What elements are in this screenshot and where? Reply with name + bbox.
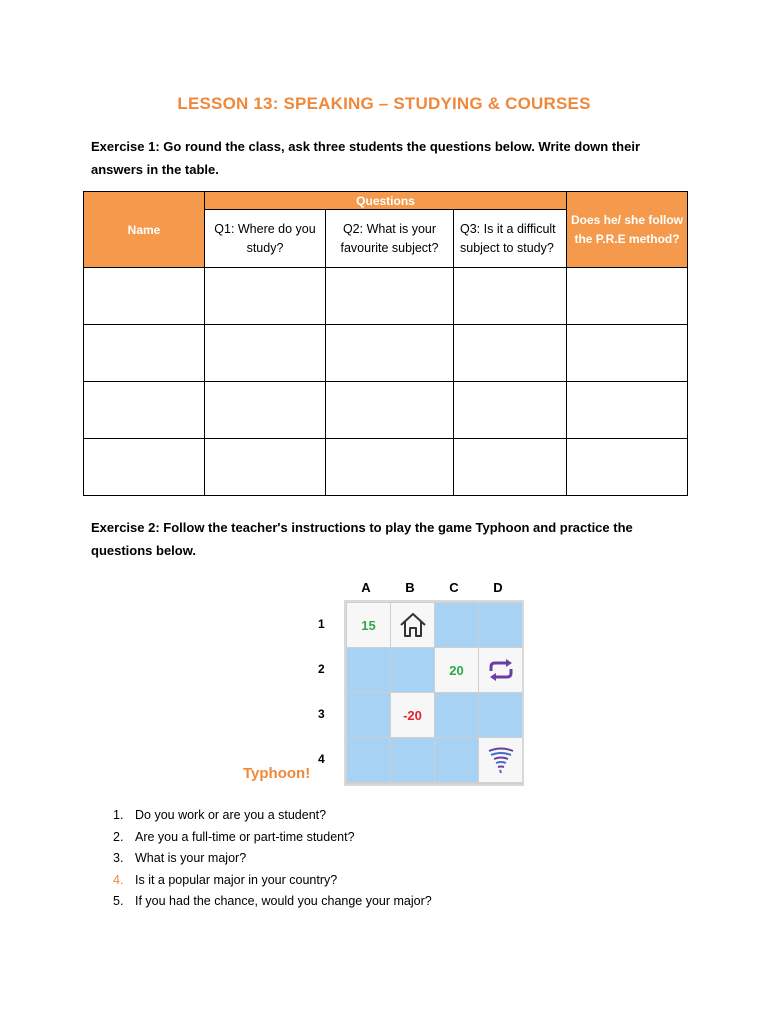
page-title: LESSON 13: SPEAKING – STUDYING & COURSES: [177, 94, 591, 113]
typhoon-game-board: [300, 572, 530, 787]
answer-cell[interactable]: [84, 439, 205, 496]
swap-arrows-icon: [486, 658, 516, 682]
tile-a1[interactable]: 15: [347, 603, 390, 647]
answer-cell[interactable]: [326, 268, 454, 325]
column-label: D: [493, 580, 503, 595]
question-text: If you had the chance, would you change your major?: [135, 894, 432, 908]
practice-question-list: [113, 805, 432, 913]
tile-d1[interactable]: [479, 603, 522, 647]
question-text: Do you work or are you a student?: [135, 808, 327, 822]
list-number: 1.: [113, 808, 124, 822]
tile-b4[interactable]: [391, 738, 434, 782]
answer-cell[interactable]: [454, 439, 567, 496]
tile-b2[interactable]: [391, 648, 434, 692]
house-icon: [398, 611, 428, 639]
answer-cell[interactable]: [205, 268, 326, 325]
list-item: [113, 805, 432, 827]
table-row: [84, 439, 688, 496]
list-item: [113, 848, 432, 870]
tile-c2[interactable]: 20: [435, 648, 478, 692]
answer-cell[interactable]: [567, 325, 688, 382]
column-label: B: [405, 580, 415, 595]
answer-cell[interactable]: [326, 325, 454, 382]
exercise-1-instructions: Exercise 1: Go round the class, ask three students the questions below. Write down their answers in the table.: [91, 139, 641, 177]
q3-header: Q3: Is it a difficult subject to study?: [454, 210, 567, 268]
answer-cell[interactable]: [205, 382, 326, 439]
answer-cell[interactable]: [205, 439, 326, 496]
tile-c4[interactable]: [435, 738, 478, 782]
list-item: [113, 891, 432, 913]
answer-cell[interactable]: [567, 439, 688, 496]
question-text: What is your major?: [135, 851, 247, 865]
table-row: [84, 268, 688, 325]
answer-cell[interactable]: [454, 325, 567, 382]
row-label: 4: [318, 752, 325, 766]
answer-cell[interactable]: [326, 439, 454, 496]
answer-cell[interactable]: [84, 382, 205, 439]
tile-d2[interactable]: [479, 648, 522, 692]
answer-cell[interactable]: [454, 268, 567, 325]
tile-c1[interactable]: [435, 603, 478, 647]
question-text: Are you a full-time or part-time student?: [135, 829, 355, 844]
list-number: 2.: [113, 829, 124, 844]
table-header-row: [84, 192, 688, 210]
list-item: [113, 870, 432, 892]
table-row: [84, 382, 688, 439]
q2-header: Q2: What is your favourite subject?: [326, 210, 454, 268]
table-row: [84, 325, 688, 382]
answer-cell[interactable]: [205, 325, 326, 382]
answer-cell[interactable]: [454, 382, 567, 439]
list-number: 4.: [113, 872, 124, 887]
answer-cell[interactable]: [84, 268, 205, 325]
tile-a4[interactable]: [347, 738, 390, 782]
list-number: 5.: [113, 894, 124, 908]
column-label: C: [449, 580, 459, 595]
answer-cell[interactable]: [326, 382, 454, 439]
question-text: Is it a popular major in your country?: [135, 872, 338, 887]
answer-cell[interactable]: [84, 325, 205, 382]
typhoon-label: Typhoon!: [243, 765, 311, 782]
column-label: A: [361, 580, 371, 595]
list-item: [113, 827, 432, 849]
name-header: Name: [84, 192, 205, 268]
tile-a2[interactable]: [347, 648, 390, 692]
tile-b3[interactable]: -20: [391, 693, 434, 737]
game-grid: [344, 600, 524, 786]
tile-d4[interactable]: [479, 738, 522, 782]
answer-table: [83, 191, 688, 496]
row-label: 2: [318, 662, 325, 676]
q1-header: Q1: Where do you study?: [205, 210, 326, 268]
tile-c3[interactable]: [435, 693, 478, 737]
tile-b1[interactable]: [391, 603, 434, 647]
exercise-2-instructions: Exercise 2: Follow the teacher's instructions to play the game Typhoon and practice the questions below.: [91, 520, 633, 558]
answer-cell[interactable]: [567, 382, 688, 439]
tile-a3[interactable]: [347, 693, 390, 737]
answer-cell[interactable]: [567, 268, 688, 325]
row-label: 3: [318, 707, 325, 721]
row-label: 1: [318, 617, 325, 631]
list-number: 3.: [113, 851, 124, 865]
tornado-icon: [486, 745, 516, 775]
tile-d3[interactable]: [479, 693, 522, 737]
questions-header: Questions: [205, 192, 567, 210]
pre-method-header: Does he/ she follow the P.R.E method?: [567, 192, 688, 268]
